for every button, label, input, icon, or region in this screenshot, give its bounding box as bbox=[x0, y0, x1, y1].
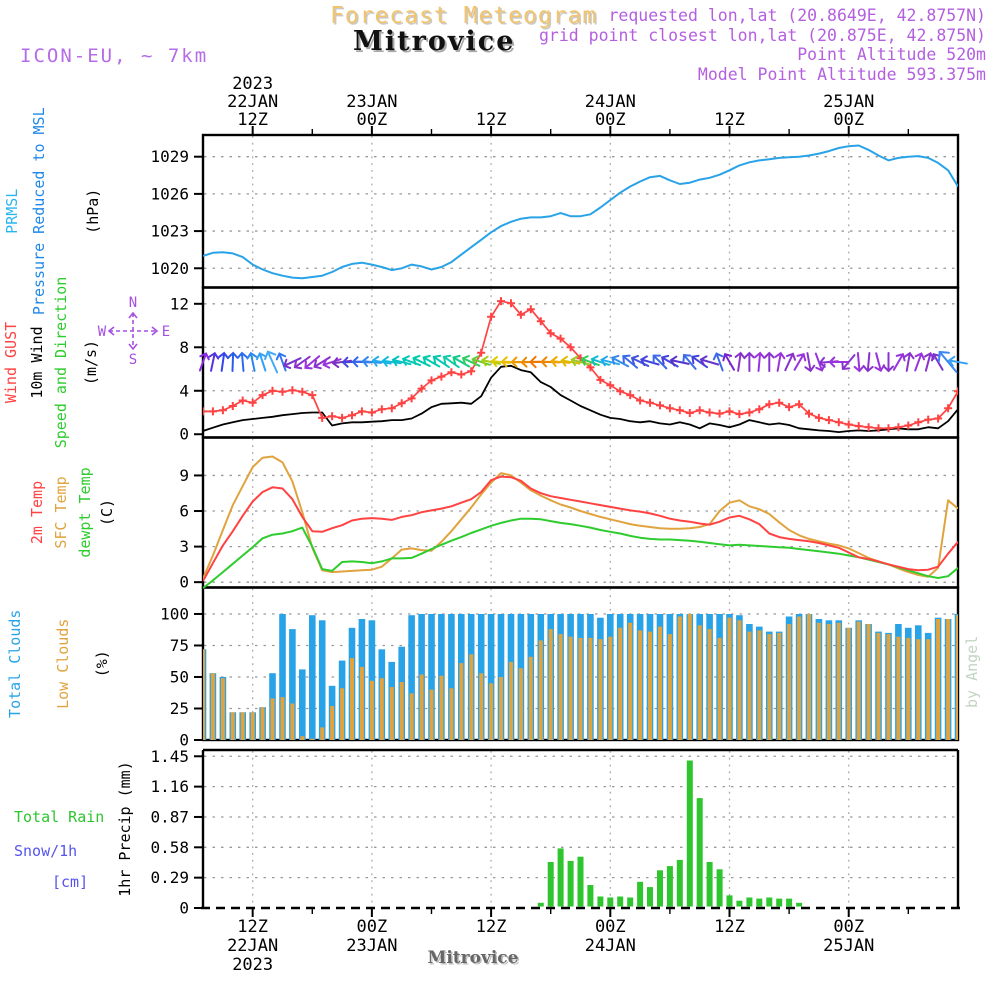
cloud-cover-label: (%) bbox=[93, 650, 111, 678]
dewpt-temp-line bbox=[203, 519, 958, 588]
svg-text:E: E bbox=[161, 324, 171, 340]
y-tick-label: 1029 bbox=[150, 147, 189, 167]
bottom-day-label: 22JAN bbox=[227, 936, 279, 956]
bottom-hour-label: 12Z bbox=[237, 917, 269, 937]
wind-speed-line bbox=[203, 366, 958, 432]
y-tick-label: 12 bbox=[169, 294, 189, 314]
bottom-hour-label: 00Z bbox=[594, 917, 626, 937]
page-title: Forecast Meteogram bbox=[330, 3, 598, 29]
y-tick-label: 0 bbox=[179, 424, 189, 444]
precipitation-label: Total Rain bbox=[14, 808, 105, 826]
mean-sea-level-pressure-label: PRMSL bbox=[3, 188, 21, 234]
y-tick-label: 0 bbox=[179, 730, 189, 750]
compass-rose bbox=[98, 295, 170, 368]
top-hour-label: 00Z bbox=[594, 110, 626, 130]
wind-label: Speed and Direction bbox=[52, 276, 70, 449]
station-title: Mitrovice bbox=[353, 26, 516, 57]
panel-border bbox=[203, 135, 958, 288]
top-hour-label: 00Z bbox=[833, 110, 865, 130]
bottom-year-label: 2023 bbox=[232, 955, 274, 975]
mean-sea-level-pressure-label: (hPa) bbox=[84, 188, 102, 234]
watermark: by Angel bbox=[963, 635, 981, 708]
pressure-line bbox=[203, 146, 958, 279]
y-tick-label: 0.58 bbox=[150, 837, 189, 857]
cloud-cover-label: Low Clouds bbox=[54, 618, 72, 709]
model-label: ICON-EU, ~ 7km bbox=[20, 45, 209, 67]
temperature-label: dewpt Temp bbox=[76, 467, 94, 558]
bottom-hour-label: 12Z bbox=[475, 917, 507, 937]
y-tick-label: 1.16 bbox=[150, 777, 189, 797]
panel-border bbox=[203, 438, 958, 588]
temperature-panel bbox=[28, 438, 958, 592]
y-tick-label: 0.29 bbox=[150, 868, 189, 888]
y-tick-label: 50 bbox=[169, 667, 189, 687]
model-point-altitude: Model Point Altitude 593.375m bbox=[697, 64, 986, 84]
wind-label: 10m Wind bbox=[28, 326, 46, 399]
bottom-hour-label: 00Z bbox=[356, 917, 388, 937]
temperature-label: SFC Temp bbox=[52, 476, 70, 549]
top-hour-label: 12Z bbox=[714, 110, 745, 130]
location-info-block bbox=[539, 6, 986, 84]
mean-sea-level-pressure-label: Pressure Reduced to MSL bbox=[30, 107, 48, 316]
precipitation-panel bbox=[14, 747, 960, 918]
top-year-label: 2023 bbox=[232, 74, 274, 94]
precipitation-label: [cm] bbox=[52, 873, 89, 891]
top-day-label: 23JAN bbox=[346, 92, 398, 112]
y-tick-label: 100 bbox=[160, 604, 189, 624]
y-tick-label: 25 bbox=[169, 698, 189, 718]
cloud-cover-label: Total Clouds bbox=[6, 609, 24, 718]
gridpoint-lonlat: grid point closest lon,lat (20.875E, 42.875N) bbox=[538, 25, 986, 45]
y-tick-label: 0.87 bbox=[150, 807, 189, 827]
y-tick-label: 3 bbox=[179, 537, 189, 557]
requested-lonlat: requested lon,lat (20.8649E, 42.8757N) bbox=[608, 6, 986, 25]
svg-text:W: W bbox=[97, 324, 107, 340]
temperature-label: 2m Temp bbox=[28, 480, 46, 545]
precipitation-label: Snow/1h bbox=[14, 842, 78, 860]
y-tick-label: 1026 bbox=[150, 184, 189, 204]
top-day-label: 25JAN bbox=[823, 92, 875, 112]
bottom-hour-label: 00Z bbox=[833, 917, 865, 937]
y-tick-label: 1023 bbox=[150, 221, 189, 241]
y-tick-label: 75 bbox=[169, 635, 189, 655]
y-tick-label: 6 bbox=[179, 501, 189, 521]
y-tick-label: 0 bbox=[179, 898, 189, 918]
2m-temp-line bbox=[203, 477, 958, 581]
mean-sea-level-pressure-panel bbox=[3, 107, 958, 315]
temperature-label: (C) bbox=[98, 498, 116, 527]
top-day-label: 22JAN bbox=[227, 92, 279, 112]
bottom-hour-label: 12Z bbox=[714, 917, 745, 937]
bottom-day-label: 25JAN bbox=[823, 936, 875, 956]
wind-direction-arrows bbox=[196, 348, 968, 376]
top-hour-label: 12Z bbox=[237, 110, 269, 130]
precipitation-label: 1hr Precip (mm) bbox=[116, 761, 134, 897]
top-day-label: 24JAN bbox=[584, 92, 636, 112]
footer-station-label: Mitrovice bbox=[427, 948, 519, 968]
wind-label: Wind GUST bbox=[2, 321, 20, 404]
y-tick-label: 0 bbox=[179, 572, 189, 592]
point-altitude: Point Altitude 520m bbox=[797, 45, 986, 64]
top-hour-label: 12Z bbox=[475, 110, 507, 130]
bottom-day-label: 23JAN bbox=[346, 936, 398, 956]
y-tick-label: 1020 bbox=[150, 258, 189, 278]
wind-label: (m/s) bbox=[82, 339, 100, 386]
y-tick-label: 8 bbox=[179, 337, 189, 357]
svg-text:N: N bbox=[128, 295, 138, 311]
precip-bars bbox=[538, 761, 802, 907]
bottom-day-label: 24JAN bbox=[584, 936, 636, 956]
svg-text:S: S bbox=[128, 352, 138, 368]
y-tick-label: 9 bbox=[179, 465, 189, 485]
top-hour-label: 00Z bbox=[356, 110, 388, 130]
y-tick-label: 1.45 bbox=[150, 746, 189, 766]
y-tick-label: 4 bbox=[179, 381, 189, 401]
